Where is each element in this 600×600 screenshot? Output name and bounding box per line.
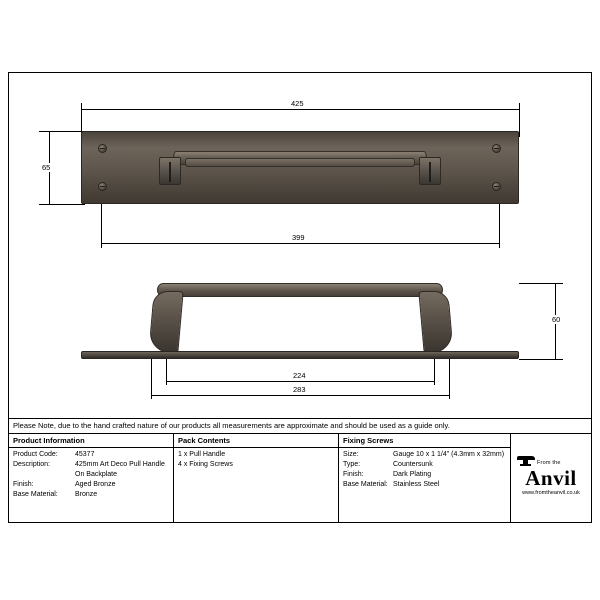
dim-tick-283-right: [449, 392, 450, 399]
row-value: 1 x Pull Handle: [178, 451, 226, 458]
dim-tick-65-bottom: [46, 204, 53, 205]
brand-logo-cell: [511, 434, 591, 522]
row-label: Size:: [343, 451, 359, 458]
row-value: Dark Plating: [393, 471, 432, 478]
dim-tick-425-right: [519, 106, 520, 113]
table-row: [13, 460, 169, 470]
row-label: [13, 470, 75, 480]
row-label: Base Material:: [343, 481, 388, 488]
dim-tick-60-top: [552, 283, 559, 284]
pull-handle-side-view: [81, 281, 519, 365]
dim-label-plate-width: 425: [288, 99, 307, 108]
handle-bar-side: [157, 283, 443, 297]
row-label: Description:: [13, 461, 50, 468]
handle-leg-right: [418, 291, 453, 353]
dim-label-handle-centres: 224: [290, 371, 309, 380]
table-row: [13, 480, 169, 490]
table-row: [343, 460, 506, 470]
anvil-icon: [517, 456, 535, 466]
handle-bar-lower: [185, 158, 415, 167]
drawing-area: [9, 73, 591, 418]
handle-foot-left: [159, 157, 181, 185]
screw-top-right: [492, 144, 501, 153]
dim-tick-65-top: [46, 131, 53, 132]
dim-tick-399-left: [101, 240, 102, 247]
fixing-screws-header: Fixing Screws: [339, 434, 510, 448]
drawing-frame: [8, 72, 592, 523]
dim-tick-399-right: [499, 240, 500, 247]
logo-top-text: From the: [537, 459, 561, 466]
spec-tables: [9, 434, 591, 522]
from-the-anvil-logo: [511, 434, 591, 522]
dim-label-handle-overall: 283: [290, 385, 309, 394]
logo-website: www.fromtheanvil.co.uk: [522, 489, 580, 496]
table-row: [13, 450, 169, 460]
pull-handle-front-view: [155, 149, 445, 185]
row-label: Type:: [343, 461, 361, 468]
table-row: [343, 480, 506, 490]
product-information-header: Product Information: [9, 434, 173, 448]
row-value: Bronze: [75, 491, 98, 498]
dim-label-plate-height: 65: [39, 163, 53, 172]
screw-bottom-left: [98, 182, 107, 191]
dim-line-399: [101, 243, 499, 244]
logo-wordmark: Anvil: [525, 465, 577, 490]
fixing-screws-table: [339, 434, 511, 522]
row-label: Base Material:: [13, 491, 58, 498]
table-row: [13, 490, 169, 500]
row-value: 45377: [75, 451, 95, 458]
row-value: On Backplate: [75, 471, 118, 478]
table-row: [343, 470, 506, 480]
pack-contents-header: Pack Contents: [174, 434, 338, 448]
row-label: Finish:: [13, 481, 34, 488]
dim-tick-224-left: [166, 378, 167, 385]
row-value: 4 x Fixing Screws: [178, 461, 233, 468]
fixing-screws-body: [339, 448, 510, 490]
row-value: Aged Bronze: [75, 481, 116, 488]
dim-label-fixing-centres: 399: [289, 233, 308, 242]
measurement-note: Please Note, due to the hand crafted nature of our products all measurements are approximate and should be used as a guide only.: [9, 418, 591, 434]
row-label: Finish:: [343, 471, 364, 478]
product-information-body: [9, 448, 173, 500]
screw-top-left: [98, 144, 107, 153]
row-label: Product Code:: [13, 451, 58, 458]
handle-foot-right: [419, 157, 441, 185]
foot-slot-right: [429, 162, 431, 182]
backplate-side-view: [81, 351, 519, 359]
table-row: [13, 470, 169, 480]
dim-line-283: [151, 395, 449, 396]
dim-tick-425-left: [81, 106, 82, 113]
product-information-table: [9, 434, 174, 522]
table-row: [343, 450, 506, 460]
table-row: [178, 460, 334, 470]
row-value: Stainless Steel: [393, 481, 440, 488]
dim-tick-60-bottom: [552, 359, 559, 360]
dim-line-224: [166, 381, 434, 382]
dim-line-425: [81, 109, 519, 110]
handle-leg-left: [148, 291, 183, 353]
table-row: [178, 450, 334, 460]
screw-bottom-right: [492, 182, 501, 191]
foot-slot-left: [169, 162, 171, 182]
dim-tick-224-right: [434, 378, 435, 385]
dim-label-projection: 60: [549, 315, 563, 324]
pack-contents-table: [174, 434, 339, 522]
row-value: Countersunk: [393, 461, 433, 468]
row-value: Gauge 10 x 1 1/4" (4.3mm x 32mm): [393, 451, 505, 458]
row-value: 425mm Art Deco Pull Handle: [75, 461, 165, 468]
dim-tick-283-left: [151, 392, 152, 399]
pack-contents-body: [174, 448, 338, 470]
